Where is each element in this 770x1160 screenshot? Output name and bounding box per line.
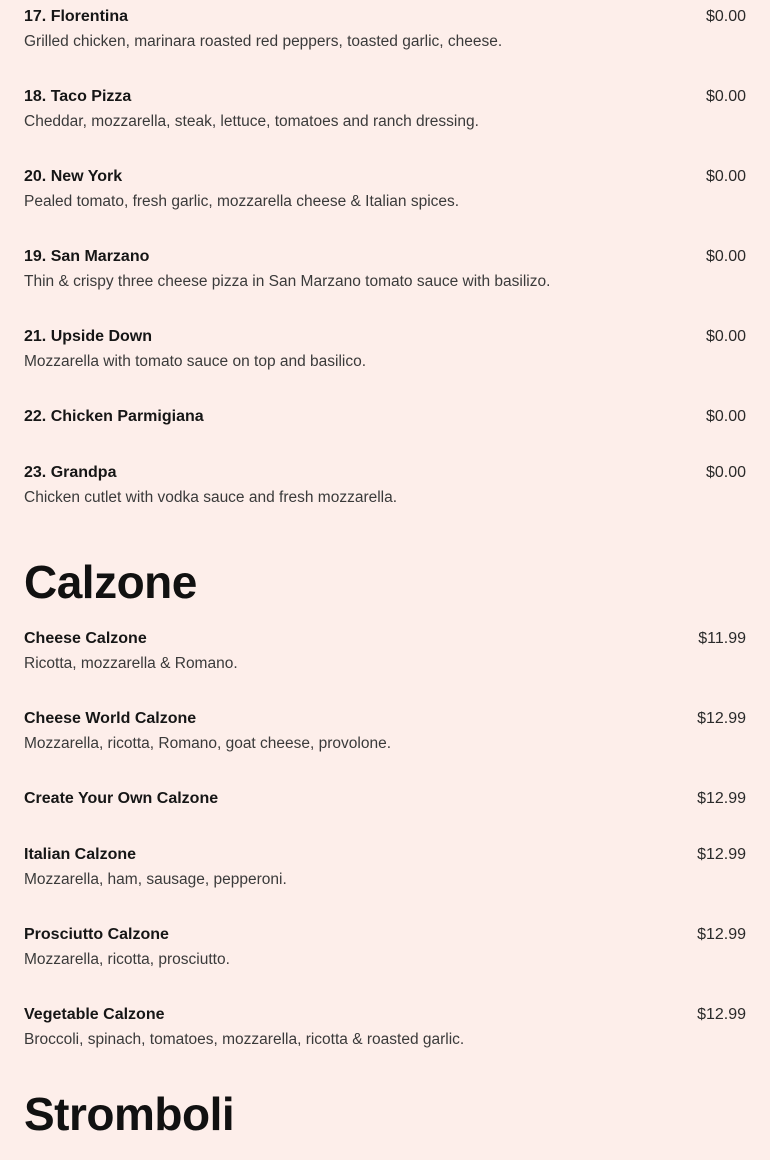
menu-item[interactable]	[24, 166, 746, 246]
item-description: Broccoli, spinach, tomatoes, mozzarella, ricotta & roasted garlic.	[24, 1031, 465, 1048]
item-description: Mozzarella, ricotta, prosciutto.	[24, 951, 230, 968]
section-heading: Calzone	[24, 556, 197, 608]
item-price: $0.00	[705, 328, 746, 345]
item-description: Thin & crispy three cheese pizza in San Marzano tomato sauce with basilizo.	[24, 273, 551, 290]
item-price: $11.99	[698, 630, 746, 647]
calzone-section	[24, 520, 746, 1084]
menu-item[interactable]	[24, 708, 746, 788]
item-name: Cheese Calzone	[24, 630, 147, 647]
item-name: 20. New York	[24, 168, 123, 185]
item-description: Pealed tomato, fresh garlic, mozzarella cheese & Italian spices.	[24, 193, 460, 210]
item-price: $12.99	[697, 710, 746, 727]
item-price: $0.00	[705, 464, 746, 481]
item-name: 22. Chicken Parmigiana	[24, 408, 204, 425]
item-description: Ricotta, mozzarella & Romano.	[24, 655, 238, 672]
item-price: $12.99	[697, 926, 746, 943]
menu-item[interactable]	[24, 924, 746, 1004]
item-name: 18. Taco Pizza	[24, 88, 132, 105]
section-heading: Stromboli	[24, 1088, 235, 1140]
item-name: 21. Upside Down	[24, 328, 153, 345]
item-price: $12.99	[697, 790, 746, 807]
item-price: $0.00	[705, 8, 746, 25]
menu-item[interactable]	[24, 326, 746, 406]
item-name: 19. San Marzano	[24, 248, 150, 265]
item-name: 23. Grandpa	[24, 464, 117, 481]
item-price: $12.99	[697, 846, 746, 863]
item-price: $0.00	[705, 88, 746, 105]
menu-list	[24, 6, 746, 1160]
item-description: Mozzarella with tomato sauce on top and basilico.	[24, 353, 367, 370]
item-description: Mozzarella, ham, sausage, pepperoni.	[24, 871, 287, 888]
menu-item[interactable]	[24, 6, 746, 86]
item-description: Chicken cutlet with vodka sauce and fresh mozzarella.	[24, 489, 398, 506]
item-price: $0.00	[705, 248, 746, 265]
menu-item[interactable]	[24, 246, 746, 326]
item-description: Cheddar, mozzarella, steak, lettuce, tomatoes and ranch dressing.	[24, 113, 479, 130]
item-name: Italian Calzone	[24, 846, 137, 863]
item-name: Create Your Own Calzone	[24, 790, 219, 807]
item-name: Vegetable Calzone	[24, 1006, 165, 1023]
item-name: Cheese World Calzone	[24, 710, 197, 727]
item-description: Grilled chicken, marinara roasted red peppers, toasted garlic, cheese.	[24, 33, 503, 50]
menu-item[interactable]	[24, 628, 746, 708]
item-name: Prosciutto Calzone	[24, 926, 169, 943]
item-name: 17. Florentina	[24, 8, 129, 25]
item-price: $0.00	[705, 168, 746, 185]
menu-item[interactable]	[24, 86, 746, 166]
menu-item[interactable]	[24, 406, 746, 462]
item-description: Mozzarella, ricotta, Romano, goat cheese, provolone.	[24, 735, 392, 752]
menu-item[interactable]	[24, 844, 746, 924]
stromboli-section	[24, 1062, 746, 1160]
pizza-section	[24, 6, 746, 542]
item-price: $0.00	[705, 408, 746, 425]
item-price: $12.99	[697, 1006, 746, 1023]
menu-item[interactable]	[24, 788, 746, 844]
